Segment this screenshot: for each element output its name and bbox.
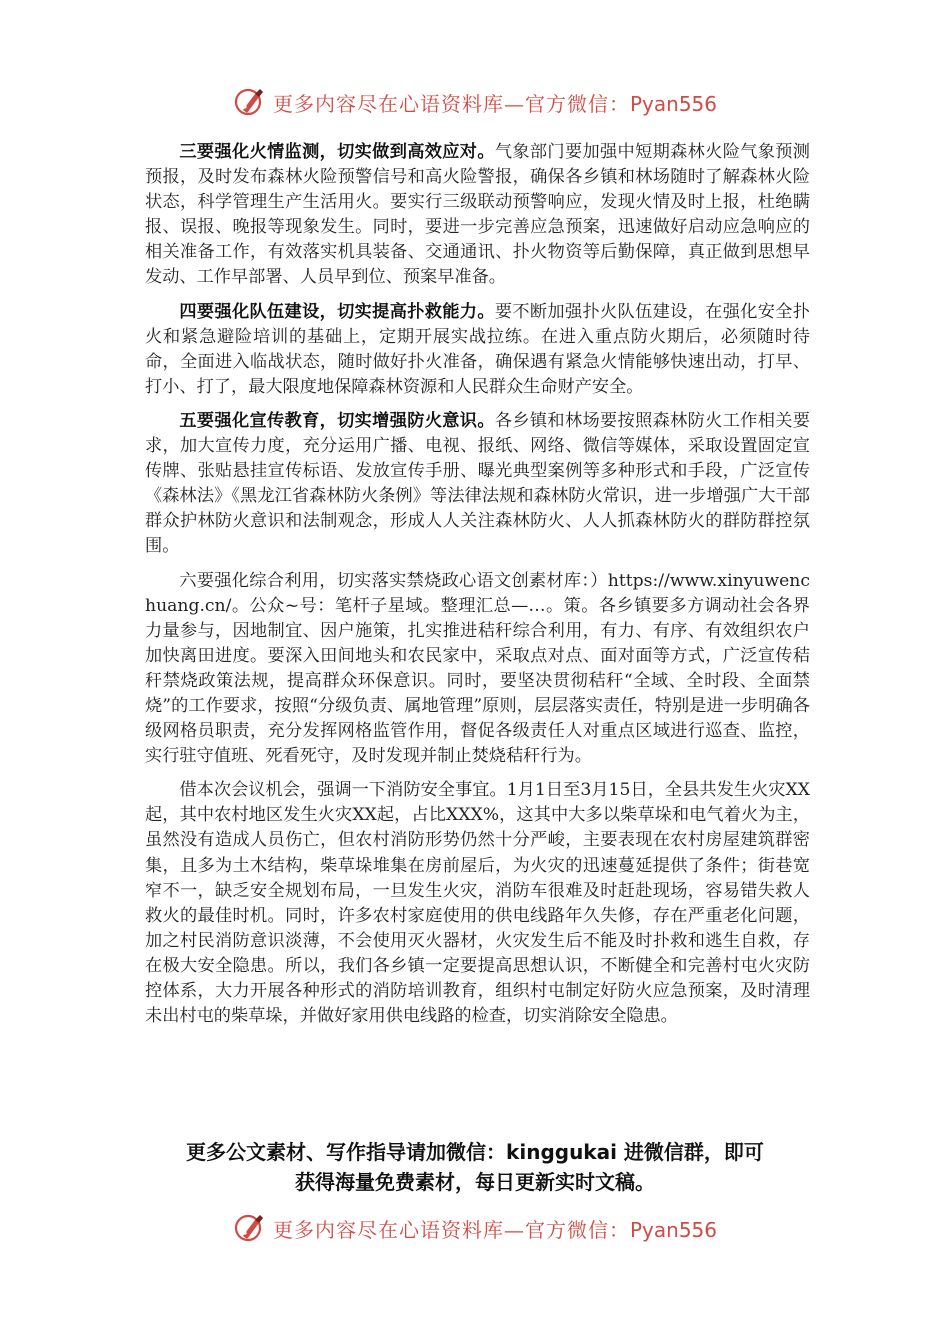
paragraph-lead: 五要强化宣传教育，切实增强防火意识。 [179,410,495,431]
paragraph-lead: 四要强化队伍建设，切实提高扑救能力。 [179,301,495,322]
paragraph-lead: 三要强化火情监测，切实做到高效应对。 [179,142,495,162]
promo-line-1: 更多公文素材、写作指导请加微信：kinggukai 进微信群，即可 [186,1140,764,1164]
footer-banner [0,1208,950,1248]
paragraph-text: 借本次会议机会，强调一下消防安全事宜。1月1日至3月15日，全县共发生火灾XX起，其中农村地区发生火灾XX起，占比XXX%，这其中大多以柴草垛和电气着火为主，虽然没有造成人员伤亡，但农村消防形势仍然十分严峻，主要表现在农村房屋建筑群密集，且多为土木结构，柴草垛堆集在房前屋后，为火灾的迅速蔓延提供了条件；街巷宽窄不一，缺乏安全规划布局，一旦发生火灾，消防车很难及时赶赴现场，容易错失救人救火的最佳时机。同时，许多农村家庭使用的供电线路年久失修，存在严重老化问题，加之村民消防意识淡薄，不会使用灭火器材，火灾发生后不能及时扑救和逃生自救，存在极大安全隐患。所以，我们各乡镇一定要提高思想认识，不断健全和完善村屯火灾防控体系，大力开展各种形式的消防培训教育，组织村屯制定好防火应急预案，及时清理未出村屯的柴草垛，并做好家用供电线路的检查，切实消除安全隐患。 [145,780,810,1027]
pen-nib-logo-icon [233,1211,267,1245]
paragraph-4 [145,300,810,400]
banner-text [273,1214,717,1243]
paragraph-fire-safety [145,778,810,1029]
document-body [145,140,810,1038]
banner-wechat-id: Pyan556 [629,1217,717,1242]
paragraph-3 [145,140,810,291]
pen-nib-logo-icon [233,85,267,119]
banner-text [273,88,717,117]
header-banner [0,82,950,122]
paragraph-text: 要不断加强扑火队伍建设，在强化安全扑火和紧急避险培训的基础上，定期开展实战拉练。在进入重点防火期后，必须随时待命，全面进入临战状态，随时做好扑火准备，确保遇有紧急火情能够快速出动，打早、打小、打了，最大限度地保障森林资源和人民群众生命财产安全。 [145,301,810,397]
paragraph-text: 各乡镇和林场要按照森林防火工作相关要求，加大宣传力度，充分运用广播、电视、报纸、网络、微信等媒体，采取设置固定宣传牌、张贴悬挂宣传标语、发放宣传手册、曝光典型案例等多种形式和手段，广泛宣传《森林法》《黑龙江省森林防火条例》等法律法规和森林防火常识，进一步增强广大干部群众护林防火意识和法制观念，形成人人关注森林防火、人人抓森林防火的群防群控氛围。 [145,410,810,557]
paragraph-5 [145,409,810,560]
paragraph-text: 气象部门要加强中短期森林火险气象预测预报，及时发布森林火险预警信号和高火险警报，确保各乡镇和林场随时了解森林火险状态，科学管理生产生活用火。要实行三级联动预警响应，发现火情及时上报，杜绝瞒报、误报、晚报等现象发生。同时，要进一步完善应急预案，迅速做好启动应急响应的相关准备工作，有效落实机具装备、交通通讯、扑火物资等后勤保障，真正做到思想早发动、工作早部署、人员早到位、预案早准备。 [145,142,810,288]
promo-note [120,1137,830,1197]
banner-wechat-id: Pyan556 [629,91,717,116]
promo-line-2: 获得海量免费素材，每日更新实时文稿。 [295,1170,655,1194]
banner-slogan: 更多内容尽在心语资料库—官方微信： [272,1217,630,1242]
paragraph-6 [145,569,810,770]
paragraph-text: 六要强化综合利用，切实落实禁烧政心语文创素材库：）https://www.xinyuwenchuang.cn/。公众~号：笔杆子星域。整理汇总—…。策。各乡镇要多方调动社会各界力量参与，因地制宜、因户施策，扎实推进秸秆综合利用，有力、有序、有效组织农户加快离田进度。要深入田间地头和农民家中，采取点对点、面对面等方式，广泛宣传秸秆禁烧政策法规，提高群众环保意识。同时，要坚决贯彻秸秆“全域、全时段、全面禁烧”的工作要求，按照“分级负责、属地管理”原则，层层落实责任，特别是进一步明确各级网格员职责，充分发挥网格监管作用，督促各级责任人对重点区域进行巡查、监控，实行驻守值班、死看死守，及时发现并制止焚烧秸秆行为。 [145,570,810,767]
banner-slogan: 更多内容尽在心语资料库—官方微信： [272,91,630,116]
